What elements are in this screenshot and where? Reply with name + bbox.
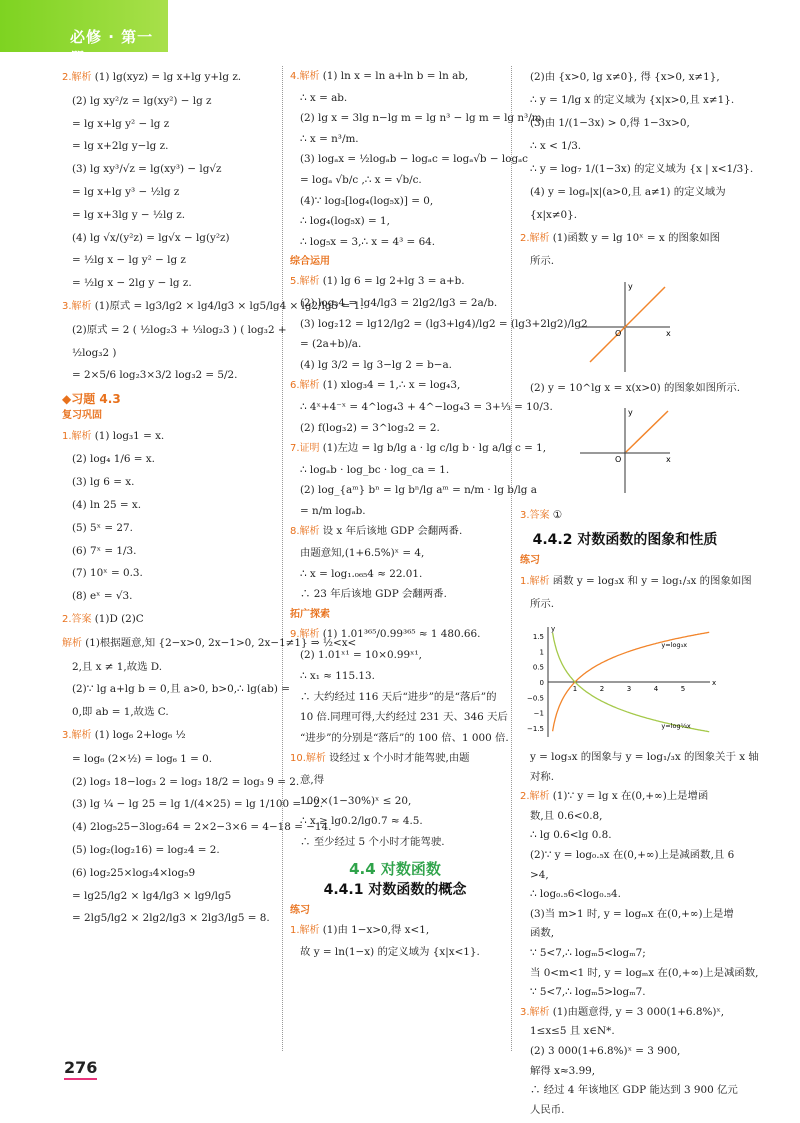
line-text: = ½lg x − 2lg y − lg z. <box>72 277 192 290</box>
text-line <box>290 129 500 150</box>
line-text: 解得 x≈3.99, <box>530 1064 596 1077</box>
line-text: (1)根据题意,知 {2−x>0, 2x−1>0, 2x−1≠1} ⇒ ½<x< <box>85 636 357 649</box>
text-line <box>62 517 272 540</box>
text-line <box>520 1003 730 1023</box>
line-text: {x|x≠0}. <box>530 209 578 221</box>
text-line <box>62 227 272 250</box>
text-line <box>520 504 730 527</box>
text-line <box>290 232 500 253</box>
text-line <box>290 438 547 460</box>
line-text: (4) lg √x/(y²z) = lg√x − lg(y²z) <box>72 231 230 244</box>
line-text: 函数 y = log₃x 和 y = log₁/₃x 的图象如图 <box>552 575 752 587</box>
x-tick-label: 3 <box>626 685 632 693</box>
line-text: 2,且 x ≠ 1,故选 D. <box>72 660 163 673</box>
line-text: ∴ log₅x = 3,∴ x = 4³ = 64. <box>300 235 436 248</box>
text-line <box>520 807 730 827</box>
log-graph <box>520 619 720 744</box>
line-text: = 2×5/6 log₂3×3/2 log₃2 = 5/2. <box>72 369 238 382</box>
line-text: = lg x+lg y³ − ½lg z <box>72 185 180 198</box>
text-line <box>290 564 500 585</box>
y-tick-label: 1.5 <box>532 633 544 642</box>
line-text: (3) log₂12 = lg12/lg2 = (lg3+lg4)/lg2 = (lg3+2lg2)/lg2 <box>300 317 588 330</box>
line-text: (7) 10ˣ = 0.3. <box>72 567 143 580</box>
text-line <box>520 983 730 1003</box>
line-text: (3) lg 6 = x. <box>72 476 135 489</box>
line-text: (8) eˣ = √3. <box>72 590 133 603</box>
item-label: 3.解析 <box>62 300 95 312</box>
line-text: (3)由 1/(1−3x) > 0,得 1−3x>0, <box>530 117 690 129</box>
text-line <box>290 271 500 293</box>
text-line <box>62 272 272 295</box>
text-line <box>62 816 332 839</box>
text-line <box>290 728 509 749</box>
line-text: (5) 5ˣ = 27. <box>72 521 133 534</box>
line-text: 数,且 0.6<0.8, <box>530 809 603 822</box>
text-line <box>520 748 759 768</box>
line-text: (2)∵ lg a+lg b = 0,且 a>0, b>0,∴ lg(ab) = <box>72 683 290 696</box>
line-text: 所示. <box>530 255 555 267</box>
line-text: ∴ 23 年后该地 GDP 会翻两番. <box>300 588 447 601</box>
line-text: ∴ lg 0.6<lg 0.8. <box>530 829 612 842</box>
text-line <box>62 319 287 342</box>
item-label: 5.解析 <box>290 276 323 288</box>
text-line <box>520 377 741 399</box>
text-line <box>62 562 272 585</box>
text-line <box>290 293 500 314</box>
header-banner <box>0 0 168 67</box>
text-line <box>62 425 272 449</box>
line-text: 10 倍.同理可得,大约经过 231 天、346 天后 <box>300 711 508 724</box>
text-line <box>290 584 500 605</box>
page-number: 276 <box>64 1058 97 1080</box>
line-text: (1)D (2)C <box>94 612 144 625</box>
line-text: 由题意知,(1+6.5%)ˣ = 4, <box>300 547 425 560</box>
text-line <box>290 88 500 109</box>
column-right <box>520 66 759 1120</box>
line-text: 意,得 <box>300 774 325 786</box>
text-line <box>520 866 730 886</box>
subsection-title: 复习巩固 <box>62 409 102 421</box>
lesson-title: 4.4.2 对数函数的图象和性质 <box>532 532 718 548</box>
line-text: = logₐ √b/c ,∴ x = √b/c. <box>300 173 422 186</box>
axis-y-label: y <box>551 625 556 633</box>
text-line <box>290 811 500 832</box>
text-line <box>290 211 500 232</box>
x-tick-label: 5 <box>680 685 686 693</box>
line-text: (2) log₃ 18−log₃ 2 = log₃ 18/2 = log₃ 9 = 2. <box>72 775 300 788</box>
line-text: (2) y = 10^lg x = x(x>0) 的图象如图所示. <box>530 382 741 394</box>
text-line <box>520 1022 730 1042</box>
item-label: 8.解析 <box>290 526 323 538</box>
line-text: (6) 7ˣ = 1/3. <box>72 544 137 557</box>
line-text: “进步”的分别是“落后”的 100 倍、1 000 倍. <box>300 731 509 744</box>
item-label: 2.答案 <box>62 613 95 625</box>
column-divider <box>511 66 512 1051</box>
text-line <box>62 748 272 771</box>
text-line <box>290 397 553 418</box>
line-text: (4) 2log₅25−3log₂64 = 2×2−3×6 = 4−18 = −14. <box>72 821 332 834</box>
line-text: ∴ 经过 4 年该地区 GDP 能达到 3 900 亿元 <box>530 1084 738 1097</box>
line-text: 0,即 ab = 1,故选 C. <box>72 706 169 719</box>
text-line <box>520 1101 730 1121</box>
text-line <box>520 905 734 925</box>
line-text: (1)∵ y = lg x 在(0,+∞)上是增函 <box>552 790 709 803</box>
text-line <box>62 181 272 204</box>
line-text: (1)由题意得, y = 3 000(1+6.8%)ˣ, <box>552 1005 725 1018</box>
text-line <box>520 768 730 788</box>
line-text: ∴ logₐb · log_bc · log_ca = 1. <box>300 463 450 476</box>
item-label: 1.解析 <box>290 925 323 937</box>
text-line <box>520 204 730 227</box>
y-tick-label: 1 <box>539 648 544 657</box>
line-text: (1) ln x = ln a+ln b = ln ab, <box>322 70 469 82</box>
text-line <box>520 787 730 807</box>
line-text: (2) log₃4 = lg4/lg3 = 2lg2/lg3 = 2a/b. <box>300 296 498 309</box>
axis-x-label: x <box>666 455 671 464</box>
subsection-title: 练习 <box>520 555 540 566</box>
x-tick-label: 4 <box>653 685 659 693</box>
text-line <box>62 678 290 701</box>
line-text: (2)∵ y = log₀.₅x 在(0,+∞)上是减函数,且 6 <box>530 848 735 861</box>
text-line <box>290 770 500 791</box>
line-text: (3)当 m>1 时, y = logₘx 在(0,+∞)上是增 <box>530 907 734 920</box>
text-line <box>520 593 730 615</box>
line-text: ∴ 大约经过 116 天后“进步”的是“落后”的 <box>300 690 497 703</box>
text-line <box>290 645 500 666</box>
line-text: (3) lg ¼ − lg 25 = lg 1/(4×25) = lg 1/100 = −2. <box>72 798 323 811</box>
text-line <box>62 204 272 227</box>
text-line <box>520 158 754 181</box>
chapter-title: 4.4 对数函数 <box>349 860 441 879</box>
line-text: 函数, <box>530 927 555 940</box>
x-tick-label: 1 <box>572 685 578 693</box>
item-label: 1.解析 <box>62 430 95 442</box>
line-text: = lg x+3lg y − ½lg z. <box>72 208 186 221</box>
item-label: 9.解析 <box>290 628 323 640</box>
series-label-decreasing: y=log⅓x <box>661 721 691 730</box>
line-text: (1)由 1−x>0,得 x<1, <box>322 924 430 937</box>
text-line <box>290 480 537 501</box>
line-text: 100×(1−30%)ˣ ≤ 20, <box>300 794 412 807</box>
line-text: = 2lg5/lg2 × 2lg2/lg3 × 2lg3/lg5 = 8. <box>72 912 270 925</box>
line-text: (1) lg 6 = lg 2+lg 3 = a+b. <box>322 275 465 288</box>
text-line <box>62 135 272 158</box>
line-text: (1) lg(xyz) = lg x+lg y+lg z. <box>94 71 242 83</box>
text-line <box>290 375 500 397</box>
text-line <box>290 191 500 212</box>
text-line <box>62 471 272 494</box>
line-text: (2) log₄ 1/6 = x. <box>72 453 155 466</box>
line-text: ∴ y = log₇ 1/(1−3x) 的定义域为 {x | x<1/3}. <box>530 163 754 175</box>
text-line <box>62 342 272 365</box>
text-line <box>520 885 730 905</box>
text-line <box>520 570 752 593</box>
text-line <box>290 748 500 770</box>
text-line <box>290 149 528 170</box>
text-line <box>290 707 508 728</box>
text-line <box>520 112 730 135</box>
line-text: ∴ x₁ ≈ 115.13. <box>300 670 375 683</box>
text-line <box>290 666 500 687</box>
line-text: 设经过 x 个小时才能驾驶,由题 <box>329 752 470 765</box>
text-line <box>520 66 730 89</box>
text-line <box>62 771 300 794</box>
line-text: (1)左边 = lg b/lg a · lg c/lg b · lg a/lg c = 1, <box>322 442 547 455</box>
line-text: (2) lg xy²/z = lg(xy²) − lg z <box>72 94 212 107</box>
line-text: = (2a+b)/a. <box>300 338 362 351</box>
item-label: 6.解析 <box>290 380 323 392</box>
subsection-title: 拓广探索 <box>290 608 330 620</box>
line-text: ∴ y = 1/lg x 的定义域为 {x|x>0,且 x≠1}. <box>530 94 735 106</box>
line-text: ∴ 4ˣ+4⁻ˣ = 4^log₄3 + 4^−log₄3 = 3+⅓ = 10/3. <box>300 400 553 413</box>
item-label: 3.答案 <box>520 510 553 521</box>
line-text: ∴ x < 1/3. <box>530 140 582 152</box>
text-line <box>62 540 272 563</box>
series-label-increasing: y=log₃x <box>661 640 688 649</box>
line-text: (1)原式 = lg3/lg2 × lg4/lg3 × lg5/lg4 × lg2/lg5 = 1. <box>94 299 364 312</box>
line-text: (5) log₂(log₂16) = log₂4 = 2. <box>72 843 220 856</box>
text-line <box>62 494 272 517</box>
origin-label: O <box>615 329 622 338</box>
text-line <box>290 66 500 88</box>
line-text: 设 x 年后该地 GDP 会翻两番. <box>322 525 463 538</box>
item-label: 2.解析 <box>520 233 553 244</box>
y-tick-label: 0.5 <box>532 663 544 672</box>
text-line <box>62 907 272 930</box>
text-line <box>520 826 730 846</box>
axis-x-label: x <box>712 679 717 687</box>
text-line <box>520 846 735 866</box>
text-line <box>290 791 500 812</box>
text-line <box>62 113 272 136</box>
line-text: (6) log₂25×log₃4×log₅9 <box>72 866 196 879</box>
text-line <box>290 314 588 335</box>
text-line <box>62 585 272 608</box>
line-text: = lg x+2lg y−lg z. <box>72 140 169 153</box>
line-text: (2) lg x = 3lg n−lg m = lg n³ − lg m = lg n³/m, <box>300 112 545 125</box>
line-text: (4)∵ log₃[log₄(log₅x)] = 0, <box>300 194 434 207</box>
text-line <box>290 832 500 853</box>
text-line <box>290 460 500 481</box>
line-text: 当 0<m<1 时, y = logₘx 在(0,+∞)上是减函数, <box>530 966 759 979</box>
text-line <box>62 364 272 387</box>
line-text: (1) 1.01³⁶⁵/0.99³⁶⁵ ≈ 1 480.66. <box>322 627 481 640</box>
text-line <box>520 135 730 158</box>
line-text: ① <box>552 509 563 521</box>
text-line <box>520 944 730 964</box>
item-label: 1.解析 <box>520 576 553 587</box>
text-line <box>290 521 500 543</box>
line-text: = n/m logₐb. <box>300 504 366 517</box>
text-line <box>290 920 500 942</box>
book-title: 必修 · 第一册 <box>70 28 154 67</box>
line-text: 对称. <box>530 770 555 783</box>
line-text: (3) logₐx = ½logₐb − logₐc = logₐ√b − logₐc <box>300 153 528 166</box>
graph-y-equals-x-positive <box>570 403 680 498</box>
line-text: = lg25/lg2 × lg4/lg3 × lg9/lg5 <box>72 889 232 902</box>
line-text: (2) 3 000(1+6.8%)ˣ = 3 900, <box>530 1044 681 1057</box>
line-text: 所示. <box>530 598 555 610</box>
text-line <box>290 942 500 963</box>
item-label: 7.证明 <box>290 443 323 455</box>
text-line <box>62 608 272 632</box>
line-text: ∴ x ≥ lg0.2/lg0.7 ≈ 4.5. <box>300 815 423 828</box>
line-text: 故 y = ln(1−x) 的定义域为 {x|x<1}. <box>300 945 480 958</box>
y-tick-label: −1.5 <box>527 724 544 733</box>
line-text: 人民币. <box>530 1103 565 1116</box>
line-text: (1)函数 y = lg 10ˣ = x 的图象如图 <box>552 232 721 244</box>
line-text: (2) f(log₃2) = 3^log₃2 = 2. <box>300 421 440 434</box>
line-text: (2)原式 = 2 ( ½log₂3 + ⅓log₂3 ) ( log₃2 + <box>72 323 287 336</box>
line-text: y = log₃x 的图象与 y = log₁/₃x 的图象关于 x 轴 <box>530 751 759 763</box>
text-line <box>290 418 500 439</box>
line-text: 1≤x≤5 且 x∈N*. <box>530 1025 615 1038</box>
line-text: (2)由 {x>0, lg x≠0}, 得 {x>0, x≠1}, <box>530 71 720 83</box>
line-text: ∵ 5<7,∴ logₘ5>logₘ7. <box>530 986 646 999</box>
text-line <box>62 90 272 113</box>
line-text: (3) lg xy³/√z = lg(xy³) − lg√z <box>72 163 222 176</box>
line-text: (1) log₃1 = x. <box>94 429 165 442</box>
text-line <box>62 158 272 181</box>
line-text: ½log₃2 ) <box>72 346 117 359</box>
text-line <box>62 862 272 885</box>
line-text: ∴ 至少经过 5 个小时才能驾驶. <box>300 835 445 848</box>
subsection-title: 练习 <box>290 905 310 917</box>
graph-y-equals-x <box>570 277 680 377</box>
line-text: ∴ log₄(log₅x) = 1, <box>300 215 390 228</box>
text-line <box>520 181 730 204</box>
origin-label: O <box>615 455 622 464</box>
line-text: (4) lg 3/2 = lg 3−lg 2 = b−a. <box>300 358 452 371</box>
text-line <box>62 656 272 679</box>
item-label: 3.解析 <box>62 729 95 741</box>
line-text: = lg x+lg y² − lg z <box>72 117 170 130</box>
axis-y-label: y <box>628 282 633 291</box>
text-line <box>520 1042 730 1062</box>
y-tick-label: −0.5 <box>527 694 544 703</box>
text-line <box>520 1062 730 1082</box>
item-label: 2.解析 <box>520 791 553 803</box>
item-label: 10.解析 <box>290 753 330 765</box>
line-text: >4, <box>530 868 549 881</box>
line-text: = log₆ (2×½) = log₆ 1 = 0. <box>72 752 213 765</box>
text-line <box>290 170 500 191</box>
subsection-title: 综合运用 <box>290 256 330 268</box>
line-text: ∴ log₀.₅6<log₀.₅4. <box>530 888 621 901</box>
line-text: ∵ 5<7,∴ logₘ5<logₘ7; <box>530 946 646 959</box>
text-line <box>62 839 272 862</box>
line-text: (2) 1.01ˣ¹ = 10×0.99ˣ¹, <box>300 649 422 662</box>
text-line <box>290 687 500 708</box>
text-line <box>290 543 500 564</box>
text-line <box>62 295 364 319</box>
text-line <box>520 89 735 112</box>
line-text: (2) log_{aᵐ} bⁿ = lg bⁿ/lg aᵐ = n/m · lg b/lg a <box>300 484 537 497</box>
text-line <box>290 334 500 355</box>
text-line <box>62 66 272 90</box>
line-text: = ½lg x − lg y² − lg z <box>72 254 186 267</box>
line-text: (4) ln 25 = x. <box>72 498 142 511</box>
text-line <box>520 227 730 250</box>
line-text: ∴ x = log₁.₀₆₅4 ≈ 22.01. <box>300 567 423 580</box>
column-divider <box>282 66 283 1051</box>
line-text: (4) y = logₐ|x|(a>0,且 a≠1) 的定义域为 <box>530 186 726 198</box>
line-text: ∴ x = n³/m. <box>300 132 359 145</box>
text-line <box>290 108 545 129</box>
text-line <box>62 701 272 724</box>
text-line <box>290 355 500 376</box>
y-tick-label: −1 <box>533 709 544 718</box>
text-line <box>62 793 323 816</box>
axis-x-label: x <box>666 329 671 338</box>
text-line <box>520 250 730 273</box>
section-title: ◆习题 4.3 <box>62 392 121 407</box>
text-line <box>290 501 500 522</box>
item-label: 解析 <box>62 637 86 649</box>
line-text: (1) xlog₃4 = 1,∴ x = log₄3, <box>322 379 461 392</box>
lesson-title: 4.4.1 对数函数的概念 <box>323 882 467 899</box>
text-line <box>62 724 272 748</box>
y-tick-label: 0 <box>539 679 544 687</box>
text-line <box>290 624 500 646</box>
line-text: (1) log₆ 2+log₆ ½ <box>94 728 186 741</box>
text-line <box>62 885 272 908</box>
text-line <box>520 1081 738 1101</box>
x-tick-label: 2 <box>599 685 605 693</box>
text-line <box>520 964 759 984</box>
line-text: ∴ x = ab. <box>300 91 348 104</box>
text-line <box>62 448 272 471</box>
text-line <box>62 249 272 272</box>
text-line <box>520 924 730 944</box>
item-label: 3.解析 <box>520 1006 553 1018</box>
item-label: 2.解析 <box>62 72 95 83</box>
axis-y-label: y <box>628 408 633 417</box>
item-label: 4.解析 <box>290 71 323 82</box>
